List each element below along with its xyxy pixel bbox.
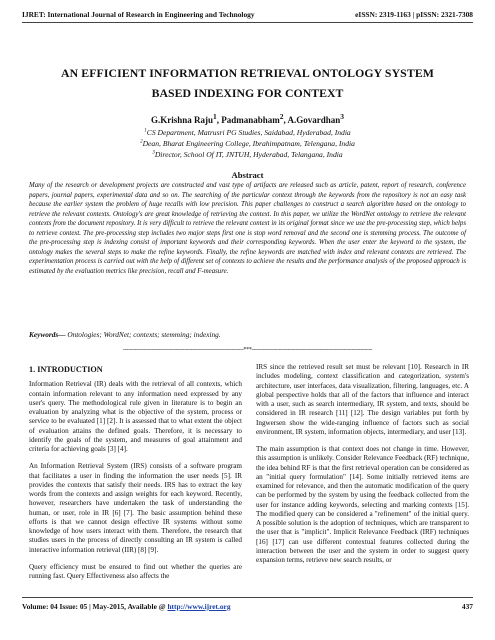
section-heading-introduction: 1. INTRODUCTION <box>29 365 103 374</box>
author-sep-2: , <box>283 115 288 125</box>
body-paragraph: Information Retrieval (IR) deals with the retrieval of all contexts, which contain information relevant to any information need expressed by any user's query. The methodological rule given in literature is to begin an evaluation by analyzing what is the objective of the system, process or service to be evaluated [1] [2]. It is assessed that to what extent the object of evaluation attains the defined goals. Therefore, it is necessary to identify the goals of the system, and measures of goal attainment and criteria for achieving goals [3] [4]. <box>29 380 242 453</box>
body-paragraph: An Information Retrieval System (IRS) consists of a software program that facilitates a user in finding the information the user needs [5]. IR provides the contexts that satisfy their needs. IRS has to extract the key words from the contexts and assign weights for each keyword. Recently, however, researchers have undertaken the task of understanding the human, or user, role in IR [6] [7]. The basic assumption behind these efforts is that we cannot design effective IR systems without some knowledge of how users interact with them. Therefore, the research that studies users in the process of directly consulting an IR system is called interactive information retrieval (IIR) [8] [9]. <box>29 462 242 554</box>
keywords-line <box>29 330 466 339</box>
paper-title-line2: BASED INDEXING FOR CONTEXT <box>151 86 344 100</box>
header-divider <box>22 22 473 23</box>
journal-name: IJRET: International Journal of Research in Engineering and Technology <box>22 10 255 19</box>
abstract-heading: Abstract <box>231 170 264 180</box>
journal-issn: eISSN: 2319-1163 | pISSN: 2321-7308 <box>355 10 473 19</box>
affiliation-1 <box>22 128 473 137</box>
footer-volume <box>22 602 231 611</box>
body-paragraph: The main assumption is that context does not change in time. However, this assumption is unlikely. Consider Relevance Feedback (RF) technique, the idea behind RF is that the first retrieval operation can be considered as an "initial query formulation" [14]. Some initially retrieved items are examined for relevance, and then the automatic modification of the query can be performed by the system by using the feedback collected from the user for instance adding keywords, selecting and marking contexts [15]. The modified query can be considered a "refinement" of the initial query. A possible solution is the adoption of techniques, which are transparent to the user that is "implicit". Implicit Relevance Feedback (IRF) techniques [16] [17] can use different contextual features collected during the interaction between the user and the system in order to suggest query expansion terms, retrieve new search results, or <box>256 445 469 564</box>
body-left-column <box>29 363 242 589</box>
abstract-body: Many of the research or development projects are constructed and vast type of artifacts are released such as article, patent, report of research, conference papers, journal papers, experimental data and so on. The searching of the particular context through the keywords from the repository is not an easy task because the earlier system the problem of huge recalls with low precision. This paper challenges to construct a search algorithm based on the ontology to retrieve the relevant contexts. Ontology's are great knowledge of retrieving the context. In this paper, we utilize the WordNet ontology to retrieve the relevant contexts from the document repository. It is very difficult to retrieve the relevant context in its original format since we use the pre-processing step, which helps to retrieve context. The pre-processing step includes two major steps first one is stop word removal and the second one is stemming process. The outcome of the pre-processing step is indexing consist of important keywords and their corresponding keywords. When the user enter the keyword to the system, the ontology makes the several steps to make the refine keywords. Finally, the refine keywords are matched with index and relevant contexts are retrieved. The experimentation process is carried out with the help of different set of contexts to achieve the results and the performance analysis of the proposed approach is estimated by the evaluation metrics like precision, recall and F-measure. <box>29 182 466 275</box>
page-number: 437 <box>461 602 473 611</box>
author-list <box>22 112 473 125</box>
affiliation-1-sup: 1 <box>144 128 147 134</box>
journal-url-link[interactable]: http://www.ijret.org <box>167 602 231 611</box>
author-1: G.Krishna Raju <box>150 115 213 125</box>
affiliation-2-text: Dean, Bharat Engineering College, Ibrahimpatnam, Telengana, India <box>142 139 355 148</box>
affiliation-3 <box>22 150 473 159</box>
affiliation-2-sup: 2 <box>140 139 143 145</box>
paper-title-line1: AN EFFICIENT INFORMATION RETRIEVAL ONTOLOGY SYSTEM <box>60 66 435 80</box>
author-2-sup: 2 <box>279 112 284 121</box>
footer-volume-text: Volume: 04 Issue: 05 | May-2015, Available @ <box>22 602 168 611</box>
body-paragraph: Query efficiency must be ensured to find out whether the queries are running fast. Query Effectiveness also affects the <box>29 562 242 580</box>
affiliation-3-sup: 3 <box>152 150 155 156</box>
author-2: Padmanabham <box>221 115 280 125</box>
author-3-sup: 3 <box>340 112 345 121</box>
author-sep-1: , <box>216 115 222 125</box>
keywords-label: Keywords— <box>29 330 66 339</box>
keywords-text: Ontologies; WordNet; contexts; stemming; indexing. <box>65 330 221 339</box>
body-right-column <box>256 363 469 573</box>
author-3: A.Govardhan <box>287 115 341 125</box>
body-paragraph: IRS since the retrieved result set must be relevant [10]. Research in IR includes modeling, context classification and categorization, system's architecture, user interfaces, data visualization, filtering, languages, etc. A global perspective holds that all of the factors that influence and interact with a user, such as search intermediary, IR system, and texts, should be considered in IR research [11] [12]. The design variables put forth by Ingwersen show the wide-ranging influence of factors such as social environment, IR system, information objects, intermediary, and user [13]. <box>256 363 469 436</box>
section-divider: -----------------------------------------------------------------------***----------------------------------------------------------------------- <box>122 347 373 353</box>
affiliation-3-text: Director, School Of IT, JNTUH, Hyderabad, Telangana, India <box>154 150 343 159</box>
affiliation-1-text: CS Department, Matrusri PG Studies, Saidabad, Hyderabad, India <box>146 128 351 137</box>
affiliation-2 <box>22 139 473 148</box>
author-1-sup: 1 <box>212 112 217 121</box>
footer-divider <box>22 597 473 598</box>
